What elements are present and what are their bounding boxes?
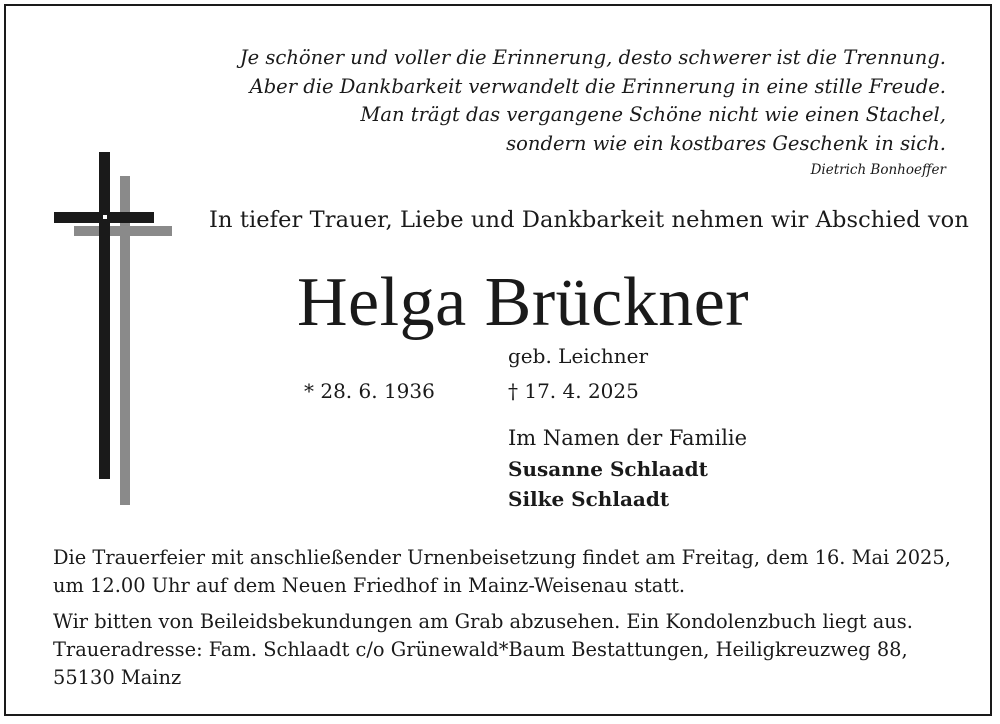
death-date: † 17. 4. 2025 [508, 379, 639, 403]
family-member-name: Susanne Schlaadt [508, 457, 708, 481]
intro-text: In tiefer Trauer, Liebe und Dankbarkeit nehmen wir Abschied von [209, 207, 969, 233]
ceremony-line: um 12.00 Uhr auf dem Neuen Friedhof in Mainz-Weisenau statt. [53, 574, 686, 597]
deceased-name: Helga Brückner [297, 264, 750, 341]
quote-line: Aber die Dankbarkeit verwandelt die Erinnerung in eine stille Freude. [249, 74, 946, 98]
request-line: Wir bitten von Beileidsbekundungen am Grab abzusehen. Ein Kondolenzbuch liegt aus. [53, 610, 913, 633]
paragraph-gap [53, 600, 951, 608]
cross-black-vertical [99, 152, 110, 479]
quote-line: Je schöner und voller die Erinnerung, desto schwerer ist die Trennung. [239, 46, 946, 69]
family-member-name: Silke Schlaadt [508, 487, 670, 511]
address-line: 55130 Mainz [53, 666, 182, 689]
birth-date: * 28. 6. 1936 [304, 379, 435, 403]
quote [240, 44, 946, 158]
quote-author: Dietrich Bonhoeffer [810, 162, 946, 178]
family-intro: Im Namen der Familie [508, 426, 748, 450]
address-line: Traueradresse: Fam. Schlaadt c/o Grünewald*Baum Bestattungen, Heiligkreuzweg 88, [53, 638, 908, 661]
maiden-name: geb. Leichner [508, 344, 649, 368]
cross-grey-horizontal [74, 226, 172, 236]
obituary-card [4, 4, 992, 716]
funeral-notice [53, 544, 951, 692]
quote-line: Man trägt das vergangene Schöne nicht wie einen Stachel, [360, 103, 946, 126]
cross-center-dot [103, 215, 107, 219]
ceremony-line: Die Trauerfeier mit anschließender Urnenbeisetzung findet am Freitag, dem 16. Mai 2025, [53, 546, 951, 569]
quote-line: sondern wie ein kostbares Geschenk in sich. [506, 131, 946, 155]
